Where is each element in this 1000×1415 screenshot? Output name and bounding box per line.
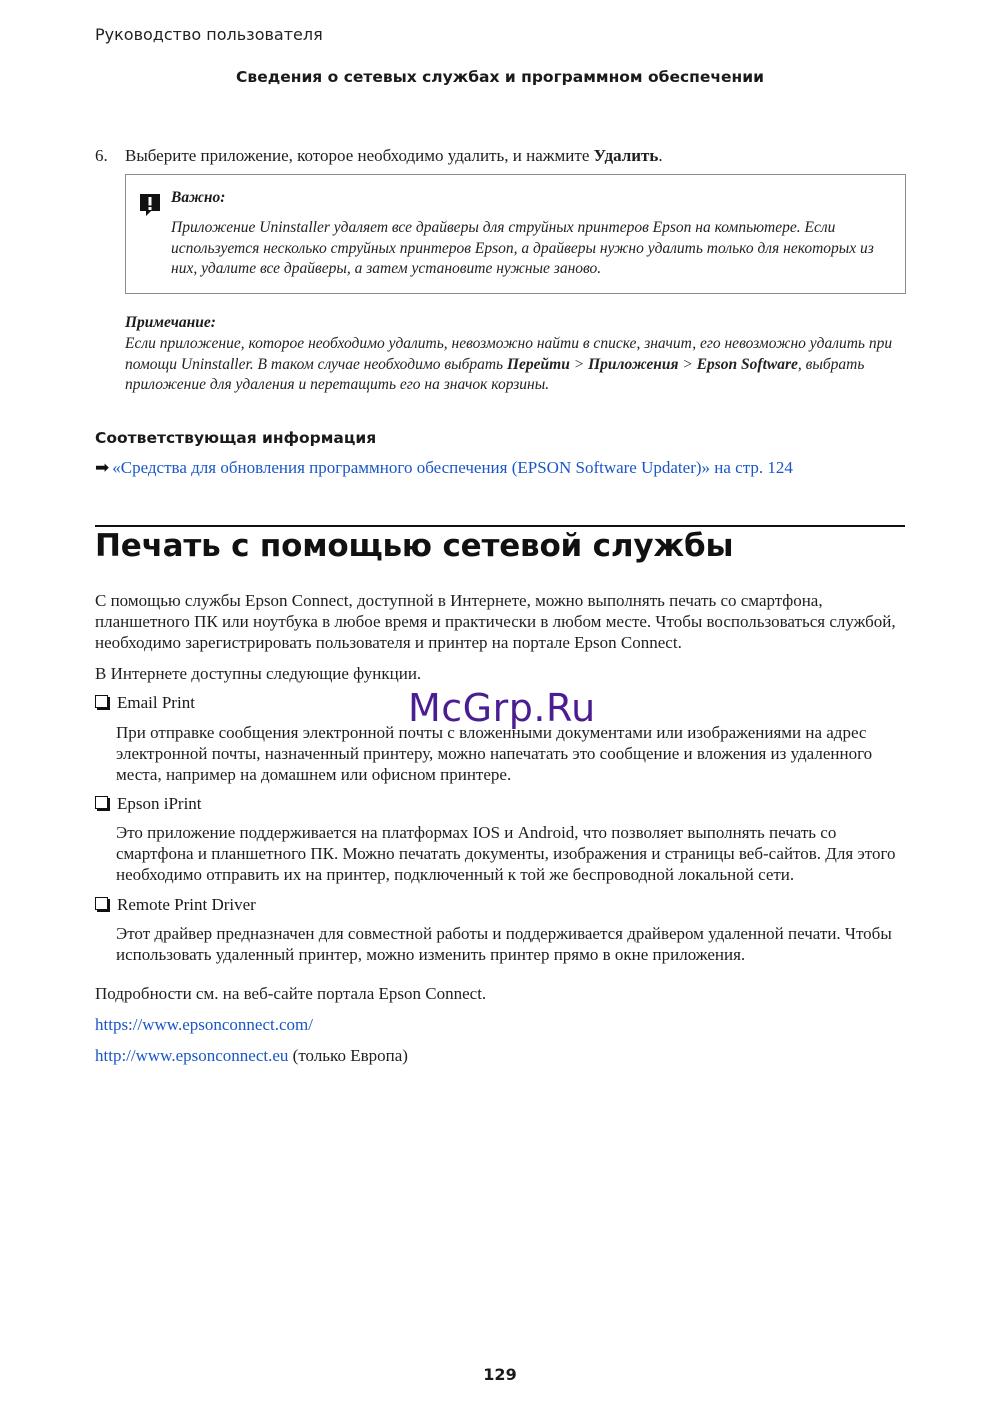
url-epsonconnect-eu[interactable]: http://www.epsonconnect.eu [95,1046,289,1065]
note-text-2: , выбрать приложение для удаления и перетащить его на значок корзины. [125,355,865,393]
europe-only-note: (только Европа) [288,1046,408,1065]
item-label: Remote Print Driver [117,895,256,914]
item-label: Epson iPrint [117,794,202,813]
list-item-epson-iprint [95,794,202,814]
checkbox-bullet-icon [95,796,108,809]
checkbox-bullet-icon [95,897,108,910]
checkbox-bullet-icon [95,695,108,708]
watermark: McGrp.Ru [408,686,596,730]
important-title: Важно: [171,189,226,206]
item-description: При отправке сообщения электронной почты с вложенными документами или изображениями на адрес электронной почты, назначенный принтеру, можно напечатать это сообщение и вложения из удаленного места, например на домашнем или офисном принтере. [116,723,873,784]
section-heading: Печать с помощью сетевой службы [95,528,734,564]
item-description: Это приложение поддерживается на платформах IOS и Android, что позволяет выполнять печать со смартфона и планшетного ПК. Можно печатать документы, изображения и страницы веб-сайтов. Для этого необходимо отправить их на принтер, подключенный к той же беспроводной локальной сети. [116,823,896,884]
sep-1: > [569,355,589,373]
delete-command: Удалить [593,146,659,165]
note-text-1: Если приложение, которое необходимо удалить, невозможно найти в списке, значит, его невозможно удалить при помощи Uninstaller. В таком случае необходимо выбрать [125,335,893,373]
page-number: 129 [483,1365,517,1384]
related-link-text[interactable]: «Средства для обновления программного обеспечения (EPSON Software Updater)» на стр. 124 [112,458,793,477]
step-number: 6. [95,146,108,165]
url-link[interactable]: https://www.epsonconnect.com/ [95,1015,313,1034]
step-text: Выберите приложение, которое необходимо удалить, и нажмите [125,146,594,165]
arrow-right-icon: ➡ [95,458,110,477]
list-item-remote-print-driver [95,895,256,915]
url-epsonconnect-com[interactable] [95,1014,313,1035]
exclamation-icon [138,193,162,217]
menu-go: Перейти [506,355,570,373]
sep-2: > [678,355,697,373]
section-divider [95,525,905,527]
url-epsonconnect-eu-line [95,1045,408,1066]
menu-epson-software: Epson Software [696,355,798,373]
menu-applications: Приложения [588,355,679,373]
item-label: Email Print [117,693,195,712]
intro-paragraph: С помощью службы Epson Connect, доступной в Интернете, можно выполнять печать со смартфона, планшетного ПК или ноутбука в любое время и практически в любом месте. Чтобы воспользоваться службой, необходимо зарегистрировать пользователя и принтер на портале Epson Connect. [95,591,896,652]
important-text: Приложение Uninstaller удаляет все драйверы для струйных принтеров Epson на компьютере. Если используется несколько струйных принтеров Epson, а драйверы нужно удалить только для некоторых из них, удалите все драйверы, а затем установите нужные заново. [171,219,874,277]
related-info-title: Соответствующая информация [95,429,377,447]
details-text: Подробности см. на веб-сайте портала Epson Connect. [95,984,487,1003]
note-text [125,334,905,396]
section-header: Сведения о сетевых службах и программном обеспечении [236,68,764,86]
list-item-email-print [95,693,195,713]
step-6 [95,145,905,166]
note-title: Примечание: [125,314,216,331]
related-link[interactable] [95,458,793,478]
document-title: Руководство пользователя [95,25,323,44]
item-description: Этот драйвер предназначен для совместной работы и поддерживается драйвером удаленной печати. Чтобы использовать удаленный принтер, можно изменить принтер прямо в окне приложения. [116,924,892,964]
step-period: . [658,146,663,165]
functions-intro: В Интернете доступны следующие функции. [95,664,422,683]
